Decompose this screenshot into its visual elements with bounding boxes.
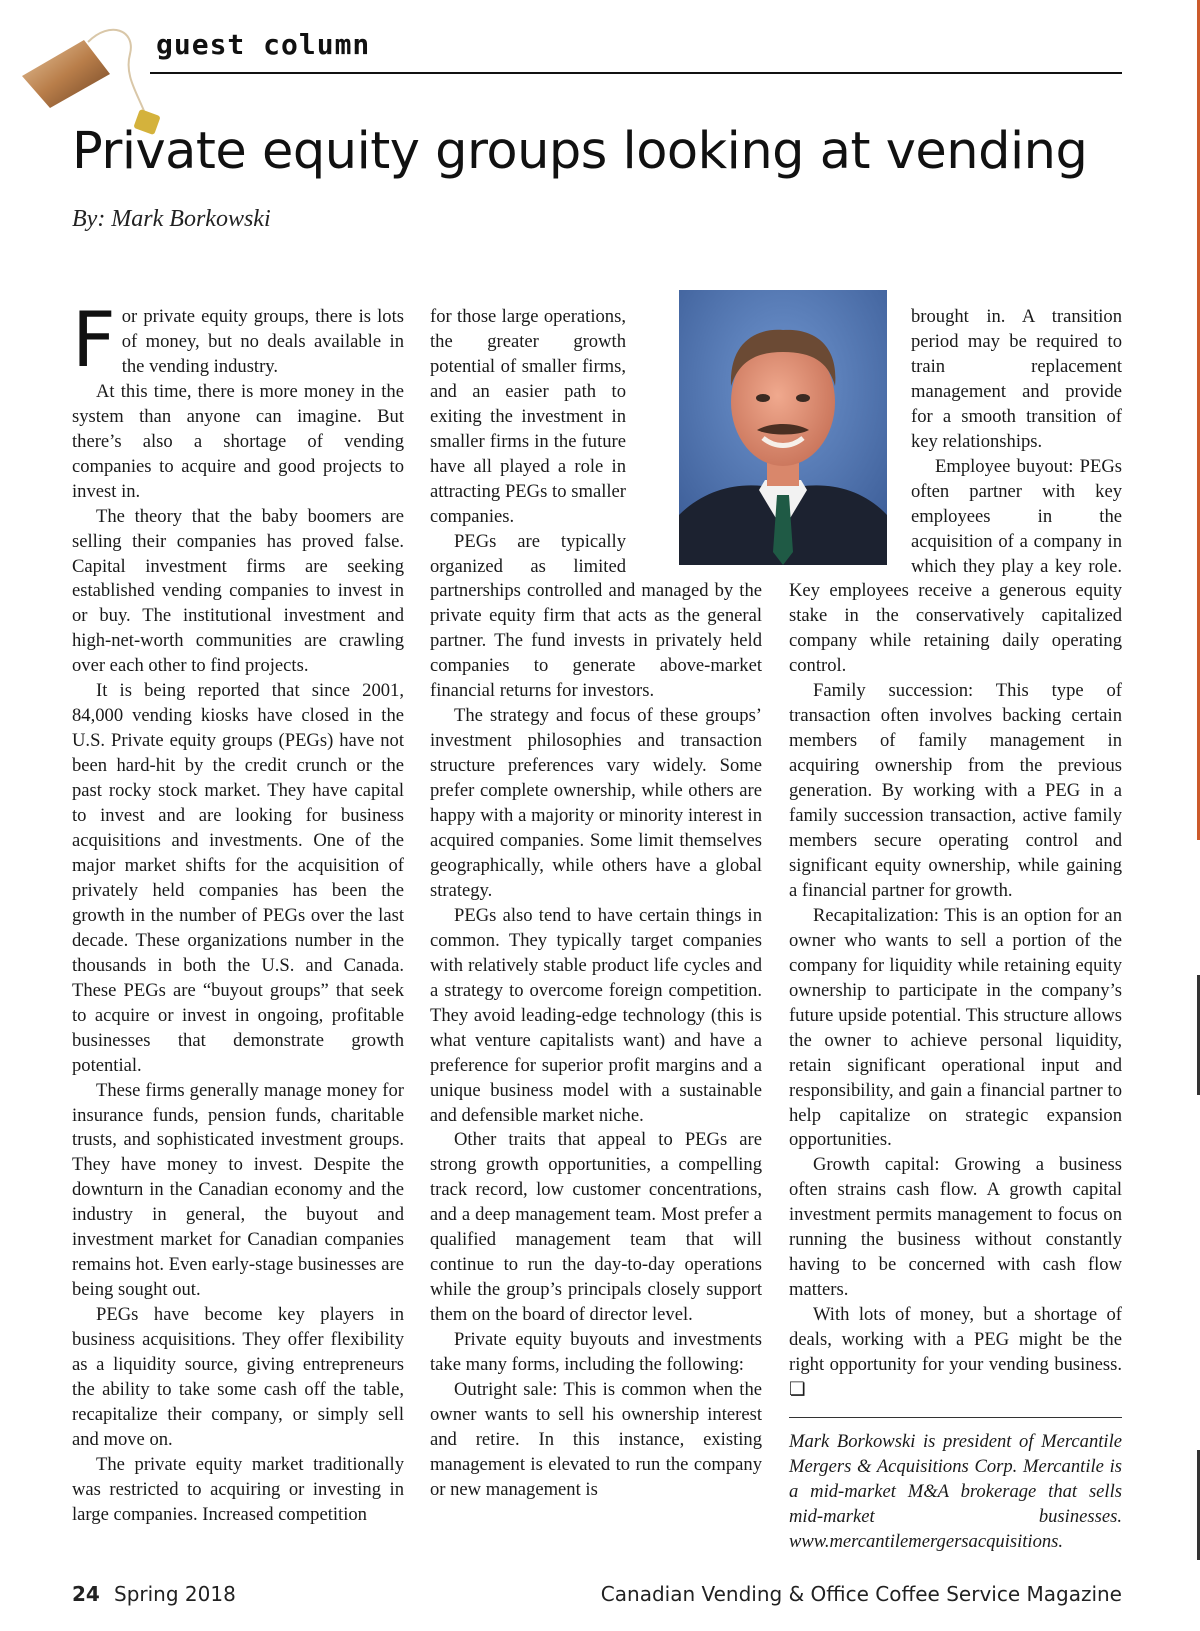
article-title: Private equity groups looking at vending bbox=[72, 122, 1088, 181]
section-label: guest column bbox=[156, 28, 371, 61]
drop-cap: F bbox=[72, 295, 116, 384]
paragraph: At this time, there is more money in the system than anyone can imagine. But there’s also a shortage of vending companies to acquire and good projects to invest in. bbox=[72, 380, 404, 502]
author-photo bbox=[679, 290, 887, 565]
column-1 bbox=[72, 295, 404, 1528]
paragraph: These firms generally manage money for insurance funds, pension funds, charitable trusts, and sophisticated investment groups. They have money to invest. Despite the downturn in the Canadian economy and the industry in general, the buyout and investment market for Canadian companies remains hot. Even early-stage businesses are being sought out. bbox=[72, 1079, 404, 1301]
author-bio: Mark Borkowski is president of Mercantile Mergers & Acquisitions Corp. Mercantile is a mid-market M&A brokerage that sells mid-market businesses. www.mercantilemergersacquisitions. bbox=[789, 1430, 1122, 1552]
paragraph: Growth capital: Growing a business often strains cash flow. A growth capital investment permits management to focus on running the business without constantly having to be concerned with cash flow matters. bbox=[789, 1154, 1122, 1301]
portrait-image bbox=[679, 290, 887, 565]
paragraph: Recapitalization: This is an option for an owner who wants to sell a portion of the company for liquidity while retaining equity ownership to participate in the company’s future upside potential. This structure allows the owner to achieve personal liquidity, retain significant operational input and responsibility, and gain a financial partner to help capitalize on strategic expansion opportunities. bbox=[789, 904, 1122, 1151]
paragraph: brought in. A transition period may be required to train replacement management and provide for a smooth transition of key relationships. bbox=[911, 306, 1122, 452]
paragraph: for those large operations, the greater growth potential of smaller firms, and an easier path to exiting the investment in smaller firms in the future have all played a role in attracting PEGs to smaller companies. bbox=[430, 306, 626, 527]
paragraph: Employee buyout: PEGs often partner with key employees in the acquisition of a company in which they play a key role. Key employees receive a generous equity stake in the conservatively capitalized company while retaining daily operating control. bbox=[789, 455, 1122, 677]
paragraph: PEGs also tend to have certain things in common. They typically target companies with relatively stable product life cycles and a strategy to overcome foreign competition. They avoid leading-edge technology (this is what venture capitalists want) and have a preference for superior profit margins and a unique business model with a sustainable and defensible market niche. bbox=[430, 904, 762, 1126]
paragraph: The strategy and focus of these groups’ investment philosophies and transaction structure preferences vary widely. Some prefer complete ownership, while others are happy with a majority or minority interest in acquired companies. Some limit themselves geographically, while others have a global strategy. bbox=[430, 705, 762, 901]
paragraph: Other traits that appeal to PEGs are strong growth opportunities, a compelling track record, low customer concentrations, and a deep management team. Most prefer a qualified management team that will continue to run the day-to-day operations while the group’s principals closely support them on the board of director level. bbox=[430, 1129, 762, 1326]
issue-date: Spring 2018 bbox=[114, 1582, 236, 1606]
paragraph: With lots of money, but a shortage of deals, working with a PEG might be the right opportunity for your vending business. ❏ bbox=[789, 1304, 1122, 1400]
paragraph: Outright sale: This is common when the owner wants to sell his ownership interest and retire. In this instance, existing management is elevated to run the company or new management is bbox=[430, 1378, 762, 1500]
paragraph: Family succession: This type of transaction often involves backing certain members of family management in acquiring ownership from the previous generation. By working with a PEG in a family succession transaction, active family members secure operating control and significant equity ownership, while gaining a financial partner for growth. bbox=[789, 680, 1122, 901]
paragraph: The private equity market traditionally was restricted to acquiring or investing in large companies. Increased competition bbox=[72, 1453, 404, 1525]
header-rule bbox=[150, 72, 1122, 74]
paragraph: For private equity groups, there is lots of money, but no deals available in the vending industry. bbox=[72, 295, 404, 384]
paragraph: PEGs are typically organized as limited partnerships controlled and managed by the private equity firm that acts as the general partner. The fund invests in privately held companies to generate above-market financial returns for investors. bbox=[430, 530, 762, 702]
byline: By: Mark Borkowski bbox=[72, 206, 271, 232]
paragraph: PEGs have become key players in business acquisitions. They offer flexibility as a liquidity source, giving entrepreneurs the ability to take some cash off the table, recapitalize their company, or simply sell and move on. bbox=[72, 1304, 404, 1450]
bio-divider bbox=[789, 1417, 1122, 1418]
paragraph: It is being reported that since 2001, 84,000 vending kiosks have closed in the U.S. Private equity groups (PEGs) have not been hard-hit by the credit crunch or the past rocky stock market. They have capital to invest and are looking for business acquisitions and investments. One of the major market shifts for the acquisition of privately held companies has been the growth in the number of PEGs over the last decade. These organizations number in the thousands in both the U.S. and Canada. These PEGs are “buyout groups” that seek to acquire or invest in ongoing, profitable businesses that demonstrate growth potential. bbox=[72, 680, 404, 1076]
paragraph: The theory that the baby boomers are selling their companies has proved false. Capital investment firms are seeking established vending companies to invest in or buy. The institutional investment and high-net-worth communities are crawling over each other to find projects. bbox=[72, 505, 404, 677]
page-number: 24 bbox=[72, 1582, 100, 1606]
end-mark-icon: ❏ bbox=[789, 1378, 806, 1400]
paragraph: Private equity buyouts and investments take many forms, including the following: bbox=[430, 1329, 762, 1376]
magazine-name: Canadian Vending & Office Coffee Service Magazine bbox=[600, 1582, 1122, 1606]
